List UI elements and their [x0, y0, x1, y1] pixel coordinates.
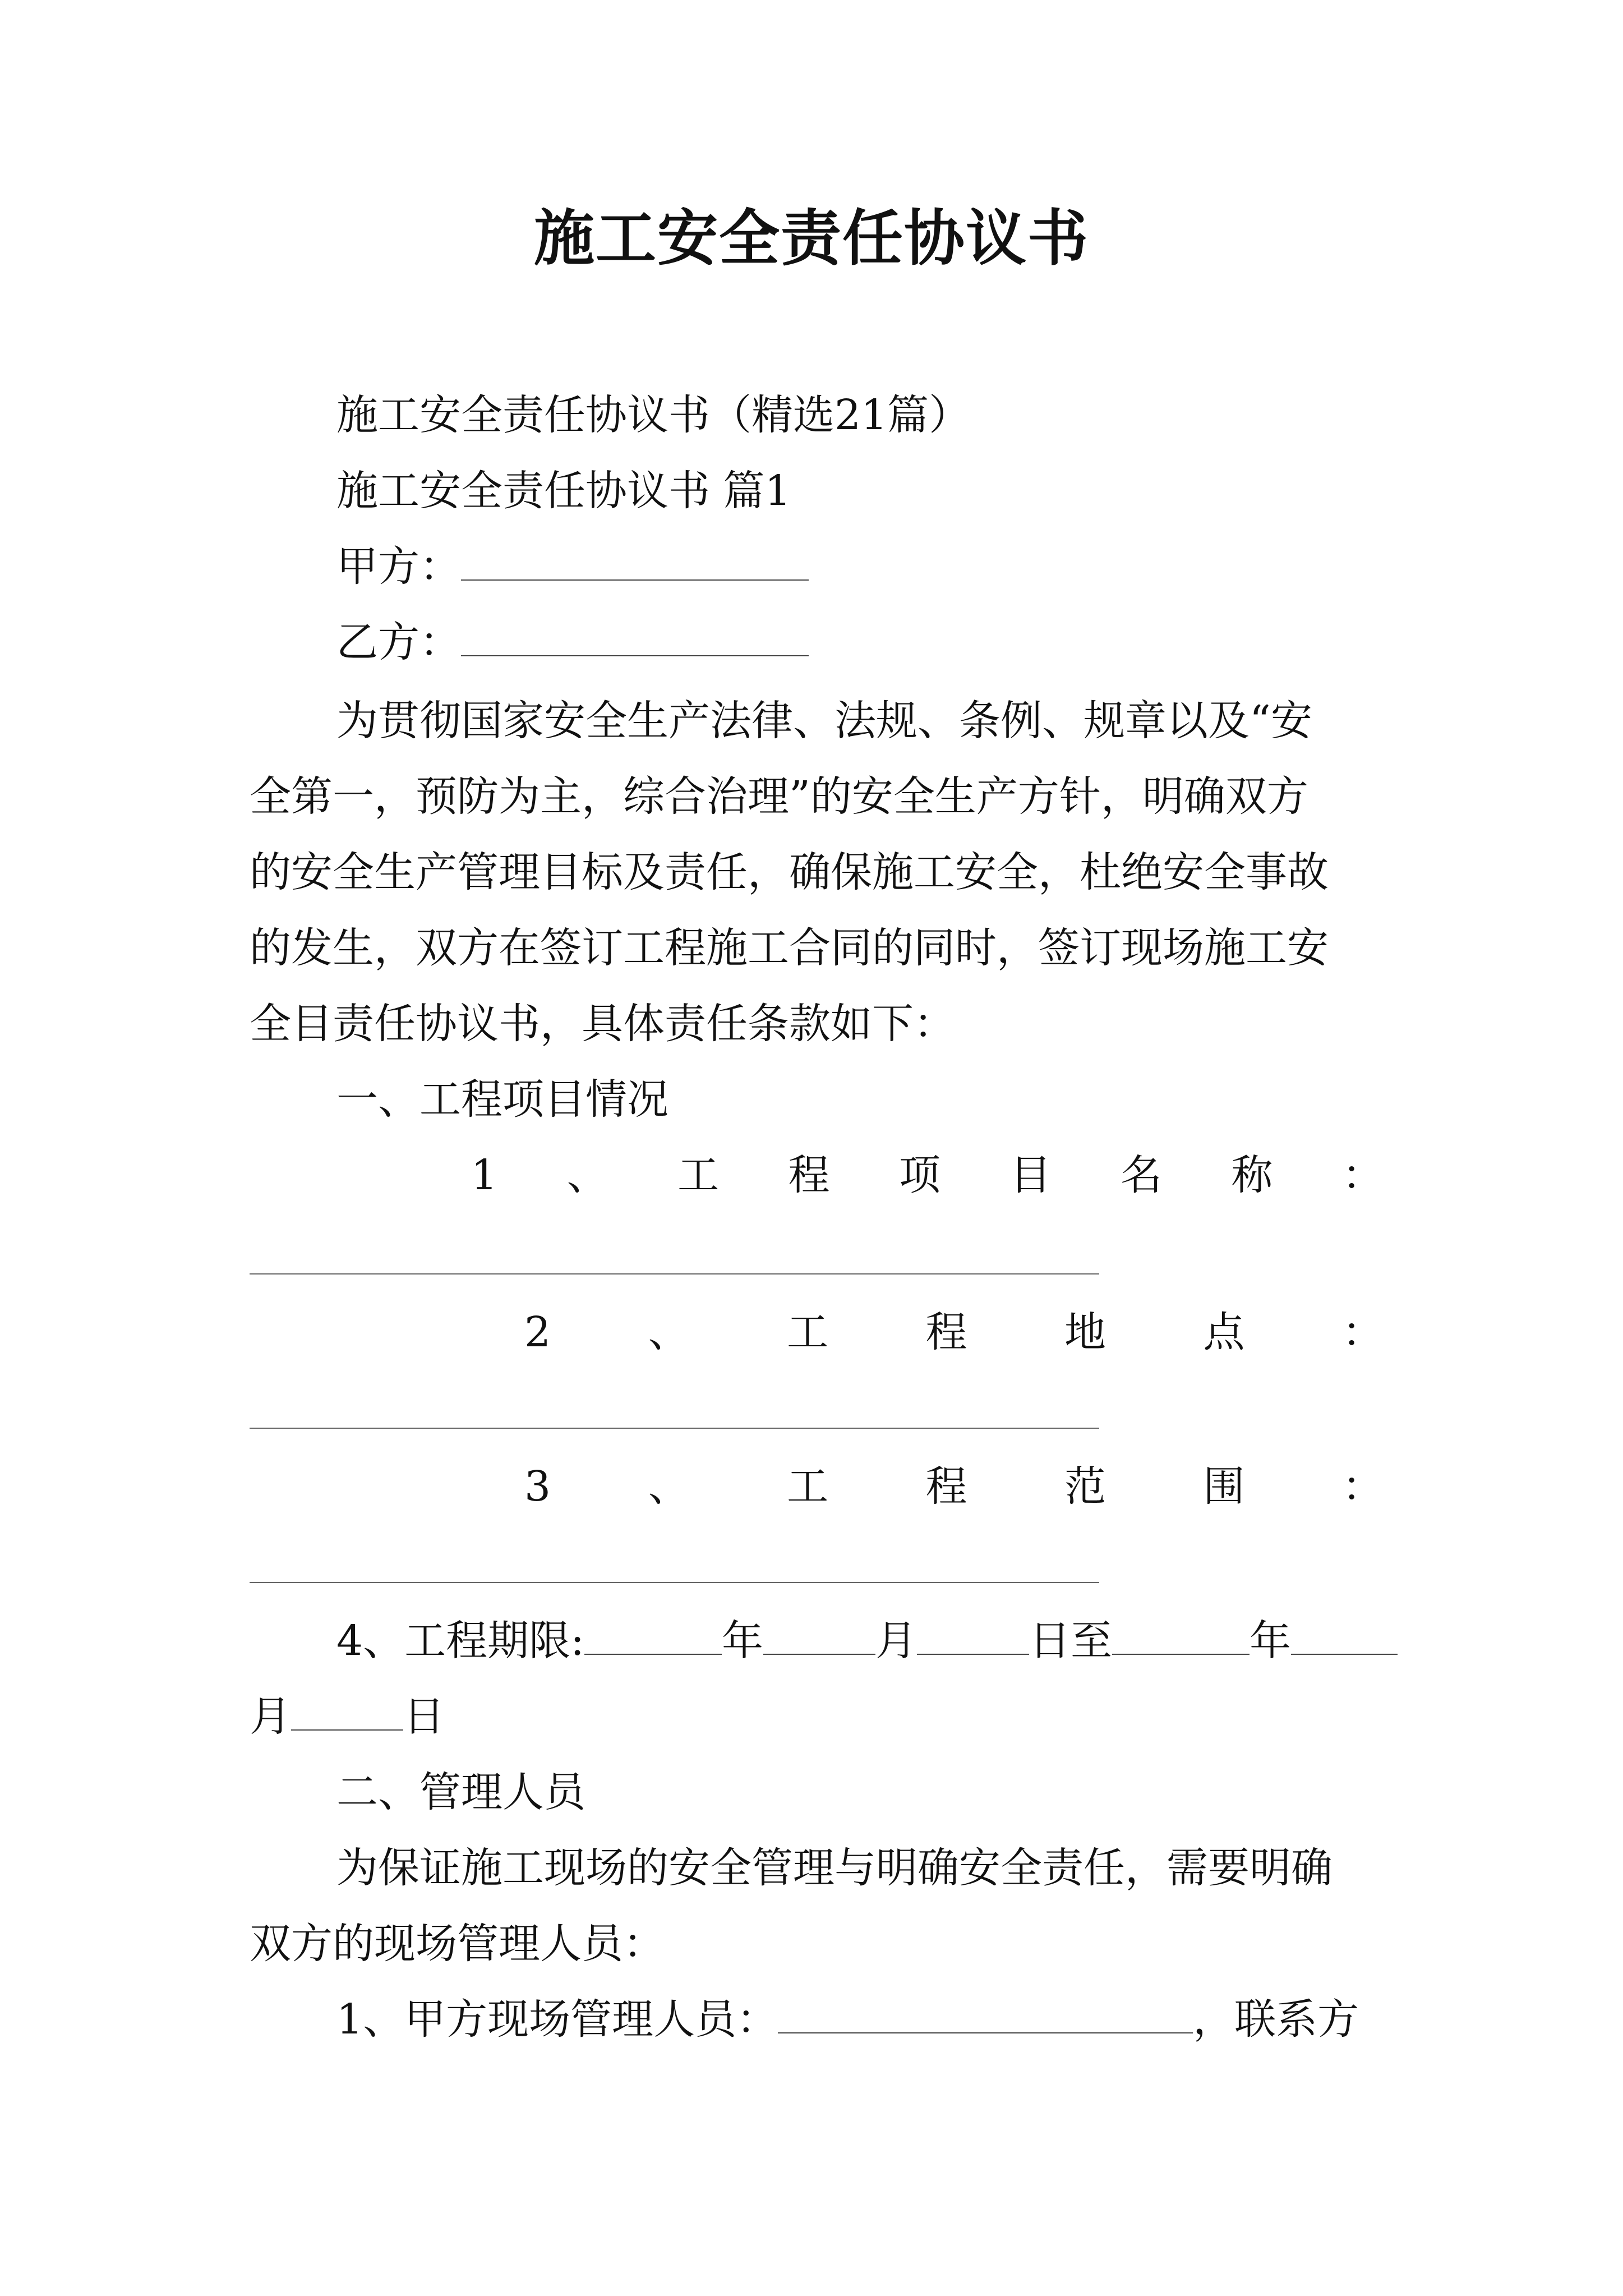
- intro-line-3: 的安全生产管理目标及责任，确保施工安全，杜绝安全事故: [250, 848, 1329, 896]
- part2-line-2: 双方的现场管理人员：: [250, 1920, 665, 1968]
- item3-char: 3: [524, 1462, 551, 1511]
- item3-char: 程: [925, 1462, 967, 1511]
- item1-char: 项: [899, 1151, 941, 1199]
- item1-blank-rule: [250, 1273, 1099, 1274]
- item4-line-2: [250, 1688, 445, 1745]
- item2-blank-rule: [250, 1428, 1099, 1429]
- item1-char: 工: [677, 1151, 720, 1199]
- item2-char: 、: [648, 1308, 690, 1356]
- item4-month2-blank: [1291, 1614, 1398, 1655]
- item4-day2-blank: [291, 1690, 403, 1731]
- manager-a-blank: [778, 1993, 1193, 2033]
- document-subtitle: 施工安全责任协议书（精选21篇）: [336, 391, 971, 439]
- item2-char: ：: [1342, 1308, 1384, 1356]
- intro-line-4: 的发生，双方在签订工程施工合同的同时，签订现场施工安: [250, 924, 1329, 972]
- item2-char: 地: [1064, 1308, 1106, 1356]
- item2-char: 2: [524, 1308, 551, 1356]
- item4-label: 4、工程期限:: [336, 1617, 585, 1665]
- item2-char: 工: [787, 1308, 829, 1356]
- item1-line: [471, 1147, 1384, 1203]
- item4-line: [336, 1613, 1398, 1669]
- item4-year2: 年: [1249, 1617, 1292, 1665]
- item4-year-blank: [584, 1614, 722, 1655]
- item3-char: 工: [787, 1462, 829, 1511]
- item1-char: 目: [1009, 1151, 1052, 1199]
- part2-heading: 二、管理人员: [336, 1768, 585, 1816]
- item3-char: ：: [1342, 1462, 1384, 1511]
- party-b-line: [336, 614, 809, 670]
- item1-char: 、: [566, 1151, 608, 1199]
- item4-month2: 月: [250, 1692, 291, 1741]
- party-a-label: 甲方：: [336, 542, 461, 591]
- item1-char: 称: [1231, 1151, 1273, 1199]
- section-heading: 施工安全责任协议书 篇1: [336, 467, 791, 515]
- item4-day-to: 日至: [1029, 1617, 1113, 1665]
- part2-line-1: 为保证施工现场的安全管理与明确安全责任，需要明确: [336, 1844, 1332, 1892]
- item2-line: [524, 1304, 1384, 1360]
- part1-heading: 一、工程项目情况: [336, 1075, 668, 1124]
- intro-line-2: 全第一，预防为主，综合治理”的安全生产方针，明确双方: [250, 772, 1308, 821]
- item1-char: ：: [1341, 1151, 1384, 1199]
- manager-a-suffix: ，联系方: [1193, 1995, 1359, 2044]
- manager-a-label: 1、甲方现场管理人员：: [336, 1995, 778, 2044]
- item4-year2-blank: [1112, 1614, 1249, 1655]
- intro-line-1: 为贯彻国家安全生产法律、法规、条例、规章以及“安: [336, 697, 1312, 745]
- item4-day-blank: [917, 1614, 1029, 1655]
- item3-char: 范: [1064, 1462, 1106, 1511]
- item2-char: 点: [1203, 1308, 1245, 1356]
- document-title: 施工安全责任协议书: [533, 203, 1089, 274]
- party-b-label: 乙方：: [336, 618, 461, 666]
- party-a-line: [336, 539, 809, 595]
- item4-month: 月: [875, 1617, 917, 1665]
- party-a-blank: [461, 540, 809, 581]
- party-b-blank: [461, 616, 809, 656]
- item4-year: 年: [722, 1617, 764, 1665]
- item3-char: 、: [648, 1462, 690, 1511]
- item1-char: 名: [1121, 1151, 1162, 1199]
- intro-line-5: 全目责任协议书，具体责任条款如下：: [250, 1000, 955, 1048]
- item2-char: 程: [925, 1308, 967, 1356]
- item1-char: 1: [471, 1151, 498, 1199]
- manager-a-line: [336, 1991, 1359, 2047]
- item4-day2: 日: [403, 1692, 445, 1741]
- item4-month-blank: [763, 1614, 875, 1655]
- item1-char: 程: [788, 1151, 830, 1199]
- item3-line: [524, 1458, 1384, 1515]
- item3-blank-rule: [250, 1582, 1099, 1583]
- item3-char: 围: [1203, 1462, 1245, 1511]
